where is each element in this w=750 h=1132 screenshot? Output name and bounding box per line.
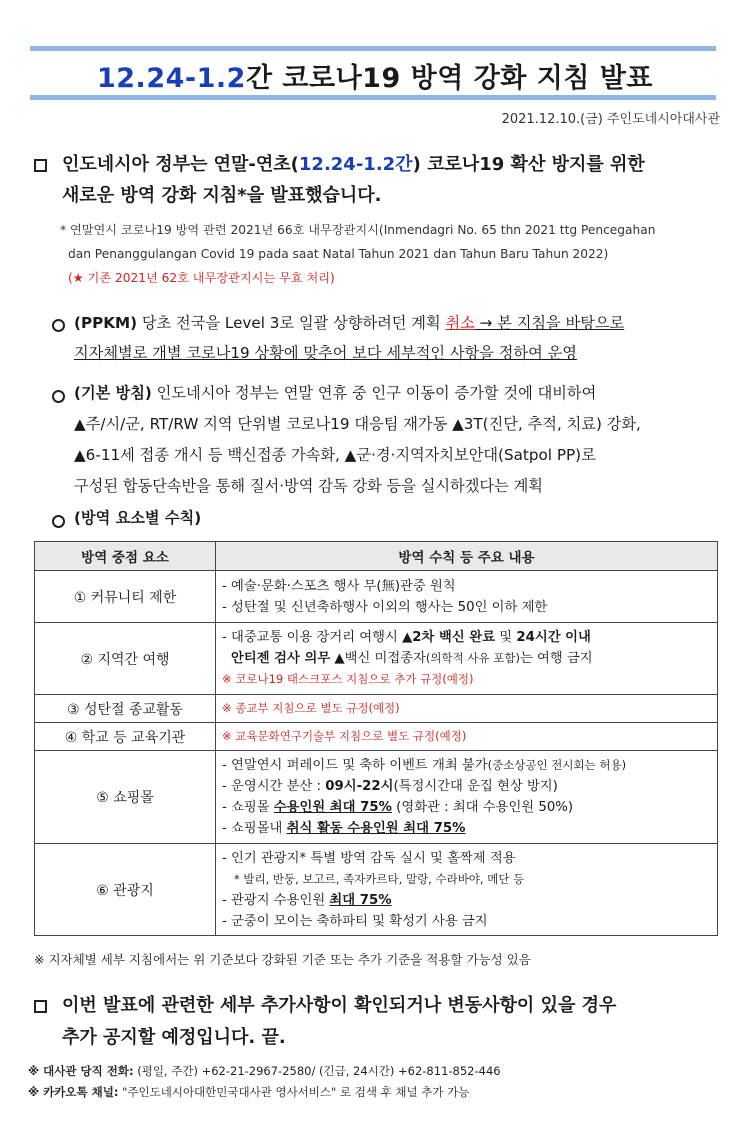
- text: (영화관 : 최대 수용인원 50%): [391, 800, 574, 815]
- circle-bullet-icon: [52, 390, 65, 403]
- element-religion: ③ 성탄절 종교활동: [35, 695, 216, 723]
- table-line: - 예술·문화·스포츠 행사 무(無)관중 원칙: [222, 578, 456, 594]
- reference-note: ※ 종교부 지침으로 별도 규정(예정): [222, 701, 400, 715]
- footer-duty-phone: [28, 1063, 501, 1079]
- element-school: ④ 학교 등 교육기관: [35, 723, 216, 751]
- duty-text: (평일, 주간) +62-21-2967-2580/ (긴급, 24시간) +62-811-852-446: [133, 1064, 501, 1078]
- text: - 운영시간 분산 :: [222, 779, 326, 794]
- basic-line1: [74, 378, 596, 409]
- date-line: 2021.12.10.(금) 주인도네시아대사관: [501, 112, 720, 127]
- content-mall: [216, 751, 718, 844]
- table-line: - 군중이 모이는 축하파티 및 확성기 사용 금지: [222, 913, 488, 929]
- content-religion: [216, 695, 718, 723]
- circle-bullet-icon: [52, 515, 65, 528]
- reference-note: ※ 교육문화연구기술부 지침으로 별도 규정(예정): [222, 729, 467, 743]
- ppkm-line2: 지자체별로 개별 코로나19 상황에 맞추어 보다 세부적인 사항을 정하여 운영: [74, 344, 577, 362]
- section1-line1-blue: 12.24-1.2간: [298, 154, 413, 175]
- content-school: [216, 723, 718, 751]
- top-rule: [30, 46, 716, 51]
- content-tourism: [216, 844, 718, 936]
- page-title: [0, 56, 750, 95]
- element-mall: ⑤ 쇼핑몰: [35, 751, 216, 844]
- title-date-range: 12.24-1.2: [96, 63, 246, 94]
- title-text: 간 코로나19 방역 강화 지침 발표: [245, 63, 653, 94]
- square-bullet-icon: [34, 1000, 47, 1013]
- basic-line2: ▲주/시/군, RT/RW 지역 단위별 코로나19 대응팀 재가동 ▲3T(진단, 추적, 치료) 강화,: [74, 415, 641, 433]
- element-travel: ② 지역간 여행: [35, 623, 216, 695]
- text: - 대중교통 이용 장거리 여행시: [222, 630, 403, 645]
- element-community: ① 커뮤니티 제한: [35, 571, 216, 623]
- section1-line1-post: ) 코로나19 확산 방지를 위한: [412, 154, 645, 175]
- table-row: [35, 844, 718, 936]
- text: - 쇼핑몰내: [222, 821, 287, 836]
- small-text: (의학적 사유 포함): [425, 651, 520, 665]
- kakao-label: ※ 카카오톡 채널:: [28, 1085, 119, 1099]
- ppkm-cancel: 취소: [445, 314, 475, 332]
- bold-text: 안티젠 검사 의무: [231, 651, 331, 666]
- table-line: [222, 627, 711, 648]
- text: - 관광지 수용인원: [222, 892, 330, 908]
- bold-text: ▲2차 백신 완료: [402, 630, 496, 645]
- rules-table: [34, 541, 718, 936]
- table-row: [35, 751, 718, 844]
- table-row: [35, 623, 718, 695]
- basic-line4: 구성된 합동단속반을 통해 질서·방역 감독 강화 등을 실시하겠다는 계획: [74, 477, 543, 495]
- duty-label: ※ 대사관 당직 전화:: [28, 1064, 134, 1078]
- section1-line1-pre: 인도네시아 정부는 연말-연초(: [62, 154, 299, 175]
- rules-label-text: (방역 요소별 수칙): [74, 509, 202, 527]
- square-bullet-icon: [34, 159, 47, 172]
- bold-text: 09시-22시: [325, 779, 394, 794]
- text: 및: [495, 630, 517, 645]
- section1-note-3: (★ 기존 2021년 62호 내무장관지시는 무효 처리): [68, 271, 335, 285]
- text: 는 여행 금지: [519, 651, 593, 666]
- title-underline-rule: [30, 95, 716, 100]
- table-line: [222, 890, 711, 911]
- table-line: [222, 797, 711, 818]
- table-row: [35, 723, 718, 751]
- table-header-row: [35, 542, 718, 571]
- text: ▲백신 미접종자: [330, 651, 426, 666]
- basic-text1: 인도네시아 정부는 연말 연휴 중 인구 이동이 증가할 것에 대비하여: [151, 384, 597, 402]
- basic-label: (기본 방침): [74, 384, 152, 402]
- element-tourism: ⑥ 관광지: [35, 844, 216, 936]
- table-line: [222, 648, 711, 669]
- section2-line1: 이번 발표에 관련한 세부 추가사항이 확인되거나 변동사항이 있을 경우: [62, 995, 617, 1016]
- table-line: * 발리, 반둥, 보고르, 족자카르타, 말랑, 수라바야, 메단 등: [234, 871, 525, 886]
- bold-text: 수용인원 최대 75%: [273, 800, 392, 815]
- circle-bullet-icon: [52, 319, 65, 332]
- content-community: [216, 571, 718, 623]
- ppkm-text1: 당초 전국을 Level 3로 일괄 상향하려던 계획: [137, 314, 446, 332]
- table-line: [222, 776, 711, 797]
- bold-text: 최대 75%: [329, 892, 392, 908]
- table-line: [222, 818, 711, 839]
- section1-line2: 새로운 방역 강화 지침*을 발표했습니다.: [62, 185, 382, 206]
- table-row: [35, 571, 718, 623]
- bold-text: 취식 활동 수용인원 최대 75%: [286, 821, 466, 836]
- ppkm-line1: [74, 308, 624, 339]
- section2-line2: 추가 공지할 예정입니다. 끝.: [62, 1027, 286, 1048]
- text: - 쇼핑몰: [222, 800, 274, 815]
- section1-note-1: * 연말연시 코로나19 방역 관련 2021년 66호 내무장관지시(Inmendagri No. 65 thn 2021 ttg Pencegahan: [60, 223, 656, 237]
- footer-kakao-channel: [28, 1084, 469, 1100]
- table-row: [35, 695, 718, 723]
- text: (특정시간대 운집 현상 방지): [393, 779, 558, 794]
- section1-lead: [62, 149, 645, 181]
- section1-note-2: dan Penanggulangan Covid 19 pada saat Natal Tahun 2021 dan Tahun Baru Tahun 2022): [68, 247, 609, 261]
- reference-note: ※ 코로나19 태스크포스 지침으로 추가 규정(예정): [222, 672, 474, 686]
- after-table-note: ※ 지자체별 세부 지침에서는 위 기준보다 강화된 기준 또는 추가 기준을 적용할 가능성 있음: [34, 952, 531, 967]
- table-line: - 인기 관광지* 특별 방역 감독 실시 및 홀짝제 적용: [222, 850, 516, 866]
- table-header-content: 방역 수칙 등 주요 내용: [216, 542, 718, 571]
- kakao-text: "주인도네시아대한민국대사관 영사서비스" 로 검색 후 채널 추가 가능: [118, 1085, 470, 1099]
- content-travel: [216, 623, 718, 695]
- table-header-element: 방역 중점 요소: [35, 542, 216, 571]
- bold-text: 24시간 이내: [516, 630, 591, 645]
- text: - 연말연시 퍼레이드 및 축하 이벤트 개최 불가: [222, 758, 488, 773]
- ppkm-label: (PPKM): [74, 314, 138, 332]
- rules-label: [74, 503, 201, 534]
- ppkm-text2: → 본 지침을 바탕으로: [474, 314, 625, 332]
- basic-line3: ▲6-11세 접종 개시 등 백신접종 가속화, ▲군·경·지역자치보안대(Satpol PP)로: [74, 446, 596, 464]
- table-line: - 성탄절 및 신년축하행사 이외의 행사는 50인 이하 제한: [222, 599, 548, 615]
- small-text: (중소상공인 전시회는 허용): [487, 758, 627, 772]
- table-line: [222, 755, 711, 776]
